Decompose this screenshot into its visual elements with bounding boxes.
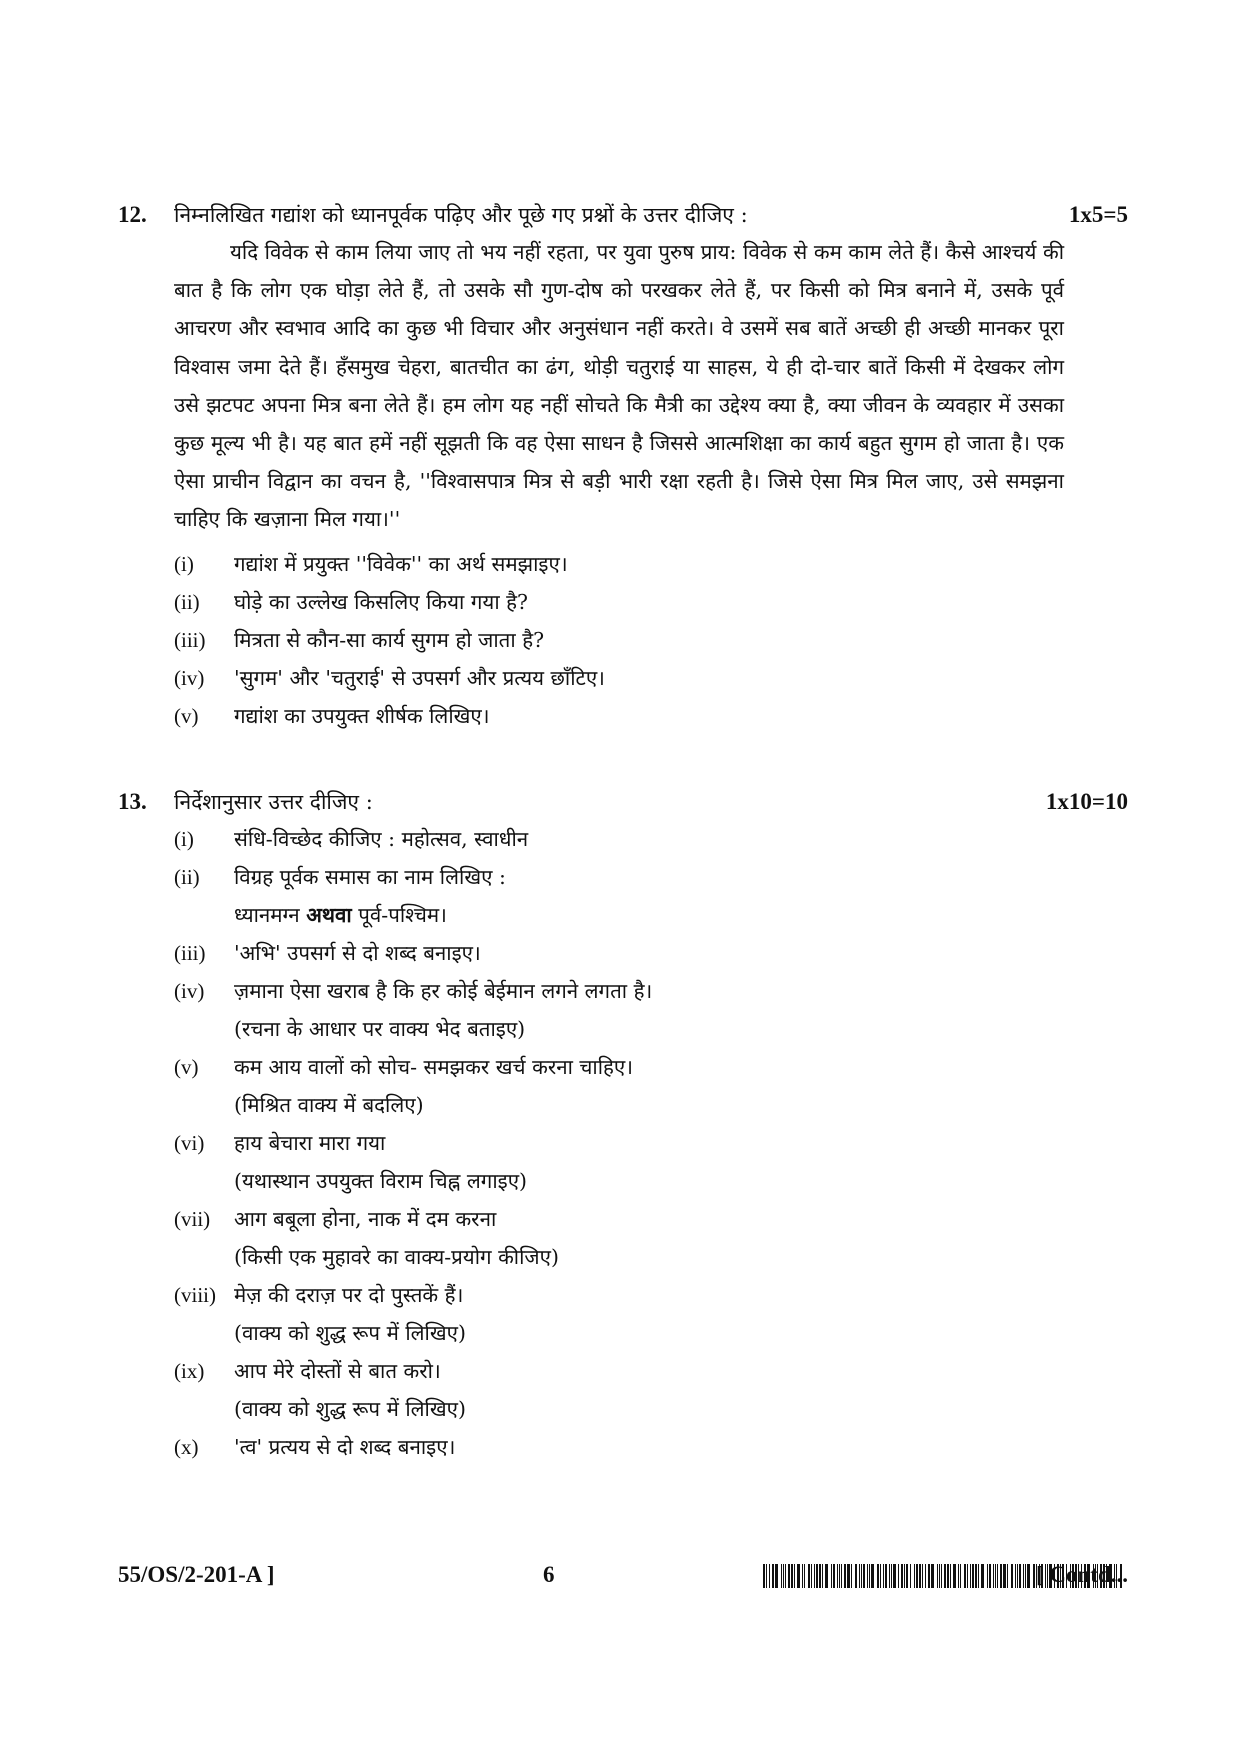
question-12-header	[118, 197, 1128, 233]
barcode-bar	[788, 1564, 790, 1588]
barcode-bar	[867, 1564, 868, 1588]
barcode-bar	[910, 1564, 911, 1588]
sub-question	[174, 934, 1128, 972]
barcode-bar	[960, 1564, 961, 1588]
barcode-bar	[925, 1564, 926, 1588]
question-13-header	[118, 784, 1128, 820]
barcode-bar	[775, 1564, 778, 1588]
barcode-bar	[1015, 1564, 1016, 1588]
barcode-bar	[825, 1564, 828, 1588]
barcode-bar	[922, 1564, 923, 1588]
sub-question-text: विग्रह पूर्वक समास का नाम लिखिए :	[234, 865, 506, 889]
barcode-bar	[816, 1564, 818, 1588]
sub-question-text: कम आय वालों को सोच- समझकर खर्च करना चाहिए।	[234, 1055, 634, 1079]
barcode-bar	[967, 1564, 968, 1588]
sub-question-text: गद्यांश का उपयुक्त शीर्षक लिखिए।	[234, 703, 490, 728]
barcode-bar	[928, 1564, 930, 1588]
sub-question-instruction: (वाक्य को शुद्ध रूप में लिखिए)	[234, 1397, 466, 1421]
sub-question-text: हाय बेचारा मारा गया	[234, 1131, 386, 1155]
barcode-bar	[893, 1564, 896, 1588]
barcode-bar	[964, 1564, 966, 1588]
barcode-bar	[797, 1564, 800, 1588]
sub-question-instruction: (मिश्रित वाक्य में बदलिए)	[234, 1093, 424, 1117]
sub-question-number: (ii)	[174, 865, 200, 889]
sub-question	[174, 858, 1128, 934]
sub-question-number: (v)	[174, 703, 199, 728]
page-number: 6	[543, 1562, 555, 1587]
barcode-bar	[877, 1564, 879, 1588]
barcode-bar	[906, 1564, 908, 1588]
sub-question-number: (iv)	[174, 979, 205, 1003]
barcode-bar	[972, 1564, 974, 1588]
question-marks: 1x10=10	[1045, 789, 1128, 814]
barcode-bar	[851, 1564, 852, 1588]
barcode-bar	[993, 1564, 994, 1588]
sub-question-instruction: (वाक्य को शुद्ध रूप में लिखिए)	[234, 1321, 466, 1345]
barcode-bar	[916, 1564, 918, 1588]
sub-question-instruction: (रचना के आधार पर वाक्य भेद बताइए)	[234, 1017, 526, 1041]
barcode-bar	[859, 1564, 860, 1588]
sub-question-instruction: (किसी एक मुहावरे का वाक्य-प्रयोग कीजिए)	[234, 1245, 559, 1269]
barcode-bar	[871, 1564, 874, 1588]
question-number: 12.	[118, 202, 147, 227]
barcode-bar	[1019, 1564, 1021, 1588]
barcode-bar	[808, 1564, 810, 1588]
sub-question-text: 'अभि' उपसर्ग से दो शब्द बनाइए।	[234, 941, 481, 965]
barcode-bar	[794, 1564, 795, 1588]
barcode-bar	[822, 1564, 823, 1588]
sub-question	[174, 820, 1128, 858]
barcode-bar	[885, 1564, 887, 1588]
barcode-bar	[904, 1564, 905, 1588]
barcode-bar	[844, 1564, 846, 1588]
barcode-bar	[863, 1564, 865, 1588]
barcode-bar	[1027, 1564, 1030, 1588]
sub-question-number: (iv)	[174, 665, 205, 690]
barcode-bar	[819, 1564, 821, 1588]
barcode-bar	[953, 1564, 956, 1588]
barcode-bar	[997, 1564, 998, 1588]
barcode-bar	[1003, 1564, 1006, 1588]
sub-question-number: (ii)	[174, 589, 200, 614]
barcode-bar	[901, 1564, 903, 1588]
passage-text: यदि विवेक से काम लिया जाए तो भय नहीं रहता, पर युवा पुरुष प्राय: विवेक से कम काम लेते हैं। कैसे आश्चर्य की बात है कि लोग एक घोड़ा लेते हैं, तो उसके सौ गुण-दोष को परखकर लेते हैं, पर किसी को मित्र बनाने में, उसके पूर्व आचरण और स्वभाव आदि का कुछ भी विचार और अनुसंधान नहीं करते। वे उसमें सब बातें अच्छी ही अच्छी मानकर पूरा विश्वास जमा देते हैं। हँसमुख चेहरा, बातचीत का ढंग, थोड़ी चतुराई या साहस, ये ही दो-चार बातें किसी में देखकर लोग उसे झटपट अपना मित्र बना लेते हैं। हम लोग यह नहीं सोचते कि मैत्री का उद्देश्य क्या है, क्या जीवन के व्यवहार में उसका कुछ मूल्य भी है। यह बात हमें नहीं सूझती कि वह ऐसा साधन है जिससे आत्मशिक्षा का कार्य बहुत सुगम हो जाता है। एक ऐसा प्राचीन विद्वान का वचन है, ''विश्वासपात्र मित्र से बड़ी भारी रक्षा रहती है। जिसे ऐसा मित्र मिल जाए, उसे समझना चाहिए कि खज़ाना मिल गया।''	[174, 240, 1064, 532]
barcode-bar	[889, 1564, 890, 1588]
barcode-bar	[978, 1564, 979, 1588]
barcode-bar	[995, 1564, 996, 1588]
sub-question	[174, 697, 1128, 735]
barcode-bar	[987, 1564, 988, 1588]
barcode-bar	[1033, 1564, 1035, 1588]
barcode-bar	[1025, 1564, 1026, 1588]
question-13	[118, 784, 1128, 1466]
barcode-bar	[831, 1564, 832, 1588]
sub-question-number: (vi)	[174, 1131, 205, 1155]
barcode-bar	[766, 1564, 767, 1588]
sub-question-number: (i)	[174, 551, 194, 576]
sub-question	[174, 1200, 1128, 1276]
sub-question-text: आग बबूला होना, नाक में दम करना	[234, 1207, 497, 1231]
barcode-bar	[791, 1564, 793, 1588]
barcode-bar	[1023, 1564, 1024, 1588]
sub-question-instruction: (यथास्थान उपयुक्त विराम चिह्न लगाइए)	[234, 1169, 528, 1193]
sub-question-text: मेज़ की दराज़ पर दो पुस्तकें हैं।	[234, 1283, 464, 1307]
barcode-bar	[931, 1564, 934, 1588]
barcode-bar	[772, 1564, 774, 1588]
question-12-items	[174, 545, 1128, 735]
sub-question	[174, 1124, 1128, 1200]
barcode-bar	[847, 1564, 850, 1588]
sub-question	[174, 583, 1128, 621]
sub-question	[174, 1428, 1128, 1466]
barcode-bar	[839, 1564, 840, 1588]
sub-question-text: 'सुगम' और 'चतुराई' से उपसर्ग और प्रत्यय छाँटिए।	[234, 665, 605, 690]
barcode-bar	[975, 1564, 977, 1588]
sub-question	[174, 659, 1128, 697]
barcode-bar	[814, 1564, 815, 1588]
barcode-bar	[883, 1564, 884, 1588]
question-13-items	[174, 820, 1128, 1466]
sub-question-text: ज़माना ऐसा खराब है कि हर कोई बेईमान लगने लगता है।	[234, 979, 653, 1003]
sub-question-number: (i)	[174, 827, 194, 851]
barcode-bar	[841, 1564, 842, 1588]
barcode-bar	[781, 1564, 782, 1588]
continued-label: [ Contd...	[1035, 1562, 1128, 1587]
sub-question-instruction	[234, 896, 1128, 934]
barcode-bar	[937, 1564, 938, 1588]
sub-question-number: (iii)	[174, 627, 206, 652]
question-12	[118, 197, 1128, 735]
barcode-bar	[861, 1564, 862, 1588]
sub-question	[174, 1048, 1128, 1124]
barcode-bar	[891, 1564, 892, 1588]
sub-question-number: (v)	[174, 1055, 199, 1079]
barcode-bar	[769, 1564, 770, 1588]
sub-question	[174, 545, 1128, 583]
sub-question-text: गद्यांश में प्रयुक्त ''विवेक'' का अर्थ समझाइए।	[234, 551, 568, 576]
barcode-bar	[1017, 1564, 1018, 1588]
barcode-bar	[837, 1564, 838, 1588]
barcode-bar	[914, 1564, 915, 1588]
barcode-bar	[898, 1564, 899, 1588]
barcode-bar	[804, 1564, 805, 1588]
barcode-bar	[1007, 1564, 1008, 1588]
option-b: पूर्व-पश्चिम।	[358, 903, 447, 927]
barcode-bar	[941, 1564, 942, 1588]
sub-question-number: (iii)	[174, 941, 206, 965]
barcode-bar	[811, 1564, 812, 1588]
option-a: ध्यानमग्न	[234, 903, 300, 927]
barcode-bar	[833, 1564, 835, 1588]
barcode-bar	[785, 1564, 786, 1588]
sub-question	[174, 972, 1128, 1048]
barcode-bar	[919, 1564, 921, 1588]
sub-question-number: (vii)	[174, 1207, 211, 1231]
barcode-bar	[880, 1564, 881, 1588]
sub-question-text: आप मेरे दोस्तों से बात करो।	[234, 1359, 441, 1383]
sub-question-text: घोड़े का उल्लेख किसलिए किया गया है?	[234, 589, 529, 614]
sub-question-text: मित्रता से कौन-सा कार्य सुगम हो जाता है?	[234, 627, 545, 652]
sub-question-number: (x)	[174, 1435, 199, 1459]
barcode-bar	[981, 1564, 984, 1588]
sub-question	[174, 1276, 1128, 1352]
barcode-bar	[947, 1564, 949, 1588]
barcode-bar	[939, 1564, 940, 1588]
barcode-bar	[802, 1564, 803, 1588]
barcode-bar	[763, 1564, 765, 1588]
or-keyword: अथवा	[306, 903, 352, 927]
barcode-bar	[1000, 1564, 1002, 1588]
sub-question-text: 'त्व' प्रत्यय से दो शब्द बनाइए।	[234, 1435, 456, 1459]
barcode-bar	[950, 1564, 951, 1588]
barcode-bar	[869, 1564, 870, 1588]
question-marks: 1x5=5	[1068, 202, 1128, 227]
question-instruction: निर्देशानुसार उत्तर दीजिए :	[174, 790, 373, 814]
paper-code: 55/OS/2-201-A ]	[118, 1562, 275, 1587]
sub-question-number: (viii)	[174, 1283, 216, 1307]
sub-question-text: संधि-विच्छेद कीजिए : महोत्सव, स्वाधीन	[234, 827, 529, 851]
page-footer	[118, 1562, 1128, 1602]
sub-question	[174, 1352, 1128, 1428]
barcode-bar	[944, 1564, 946, 1588]
question-instruction: निम्नलिखित गद्यांश को ध्यानपूर्वक पढ़िए और पूछे गए प्रश्नों के उत्तर दीजिए :	[174, 203, 748, 227]
barcode-bar	[958, 1564, 959, 1588]
question-number: 13.	[118, 789, 147, 814]
barcode-bar	[1011, 1564, 1013, 1588]
barcode-bar	[970, 1564, 971, 1588]
sub-question-number: (ix)	[174, 1359, 205, 1383]
barcode-bar	[989, 1564, 991, 1588]
barcode-bar	[855, 1564, 857, 1588]
barcode-bar	[783, 1564, 784, 1588]
sub-question	[174, 621, 1128, 659]
